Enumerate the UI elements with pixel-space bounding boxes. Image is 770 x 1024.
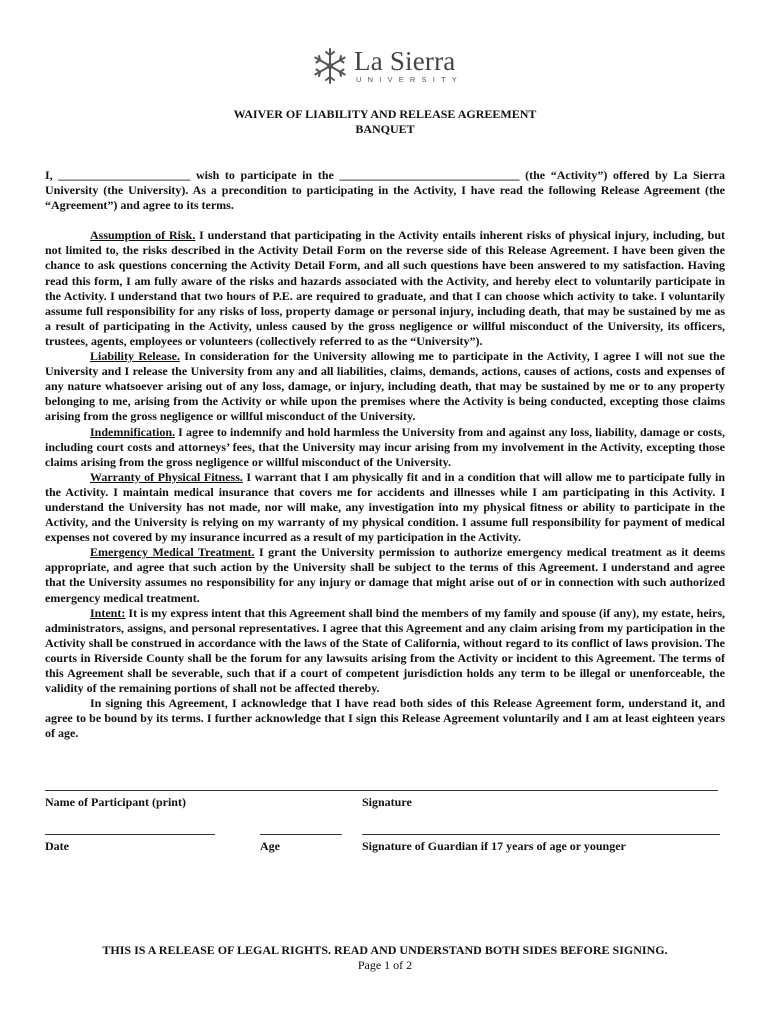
assumption-of-risk-paragraph — [45, 228, 725, 349]
age-line[interactable] — [260, 834, 342, 835]
participant-name-label: Name of Participant (print) — [45, 795, 186, 809]
date-label: Date — [45, 839, 69, 853]
liability-release-paragraph — [45, 349, 725, 424]
intent-heading: Intent: — [90, 605, 126, 620]
indemnification-paragraph — [45, 425, 725, 470]
assumption-of-risk-text: I understand that participating in the Activity entails inherent risks of physical injury, including, but not limited to, the risks described in the Activity Detail Form on the reverse side of this Release Agreement. I have been given the chance to ask questions concerning the Activity Detail Form, and all such questions have been answered to my satisfaction. Having read this form, I am fully aware of the risks and hazards associated with the Activity, and hereby elect to voluntarily participate in the Activity. I understand that two hours of P.E. are required to graduate, and that I can choose which activity to take. I voluntarily assume full responsibility for any risks of loss, property damage or personal injury, including death, that may be sustained by me as a result of participating in the Activity, unless caused by the gross negligence or willful misconduct of the University, its officers, trustees, agents, employees or volunteers (collectively referred to as the “University”). — [45, 228, 725, 348]
intent-text: It is my express intent that this Agreement shall bind the members of my family and spouse (if any), my estate, heirs, administrators, assigns, and personal representatives. I agree that this Agreement and any claim arising from my participation in the Activity shall be construed in accordance with the laws of the State of California, without regard to its conflict of laws provision. The courts in Riverside County shall be the forum for any lawsuits arising from the Activity or incident to this Agreement. The terms of this Agreement shall be severable, such that if a court of competent jurisdiction holds any term to be illegal or unenforceable, the validity of the remaining portions of shall not be affected thereby. — [45, 605, 725, 696]
assumption-of-risk-heading: Assumption of Risk. — [90, 228, 196, 243]
indemnification-text: I agree to indemnify and hold harmless the University from and against any loss, liability, damage or costs, including court costs and attorneys’ fees, that the University may incur arising from my involvement in the Activity, excepting those claims arising from the gross negligence or willful misconduct of the University. — [45, 424, 725, 469]
emergency-treatment-heading: Emergency Medical Treatment. — [90, 545, 255, 560]
logo-subtitle: UNIVERSITY — [356, 75, 464, 84]
logo-name: La Sierra — [354, 46, 456, 76]
page-number: Page 1 of 2 — [357, 958, 413, 972]
intent-paragraph — [45, 606, 725, 697]
intro-paragraph: I, ______________________ wish to participate in the ______________________________ (the “Activity”) offered by La Sierra University (the University). As a precondition to participating in the Activity, I have read the following Release Agreement (the “Agreement”) and agree to its terms. — [45, 168, 725, 213]
age-label: Age — [260, 839, 280, 853]
liability-release-text: In consideration for the University allowing me to participate in the Activity, I agree I will not sue the University and I release the University from any and all liabilities, claims, demands, actions, causes of actions, costs and expenses of any nature whatsoever arising out of any loss, damage, or injury, including death, that may be sustained by me or to any property belonging to me, arising from the Activity or while upon the premises where the Activity is being conducted, excepting those claims arising from the gross negligence or willful misconduct of the University. — [45, 349, 725, 424]
agreement-body — [45, 168, 725, 741]
date-line[interactable] — [45, 834, 215, 835]
document-subtitle: BANQUET — [355, 122, 415, 136]
indemnification-heading: Indemnification. — [90, 424, 176, 439]
liability-release-heading: Liability Release. — [90, 349, 180, 364]
emergency-treatment-text: I grant the University permission to authorize emergency medical treatment as it deems appropriate, and agree that such action by the University shall be subject to the terms of this Agreement. I understand and agree that the University assumes no responsibility for any injury or damage that might arise out of or in connection with such authorized emergency medical treatment. — [45, 545, 725, 605]
guardian-signature-line[interactable] — [362, 834, 720, 835]
legal-notice: THIS IS A RELEASE OF LEGAL RIGHTS. READ AND UNDERSTAND BOTH SIDES BEFORE SIGNING. — [102, 943, 668, 957]
university-logo — [310, 44, 470, 88]
guardian-signature-label: Signature of Guardian if 17 years of age or younger — [362, 839, 626, 853]
warranty-paragraph — [45, 470, 725, 545]
snowflake-emblem-icon — [310, 46, 350, 86]
signature-label: Signature — [362, 795, 412, 809]
document-title: WAIVER OF LIABILITY AND RELEASE AGREEMENT — [233, 107, 537, 121]
participant-signature-line[interactable] — [45, 790, 718, 791]
warranty-heading: Warranty of Physical Fitness. — [90, 469, 243, 484]
warranty-text: I warrant that I am physically fit and in a condition that will allow me to participate fully in the Activity. I maintain medical insurance that covers me for accidents and illnesses while I am participating in this Activity. I understand the University has not made, nor will make, any investigation into my physical fitness or ability to participate in the Activity, and the University is relying on my warranty of my physical condition. I assume full responsibility for payment of medical expenses not covered by my insurance incurred as a result of my participation in the Activity. — [45, 469, 725, 545]
emergency-treatment-paragraph — [45, 545, 725, 605]
closing-paragraph: In signing this Agreement, I acknowledge that I have read both sides of this Release Agreement form, understand it, and agree to be bound by its terms. I further acknowledge that I sign this Release Agreement voluntarily and I am at least eighteen years of age. — [45, 696, 725, 741]
